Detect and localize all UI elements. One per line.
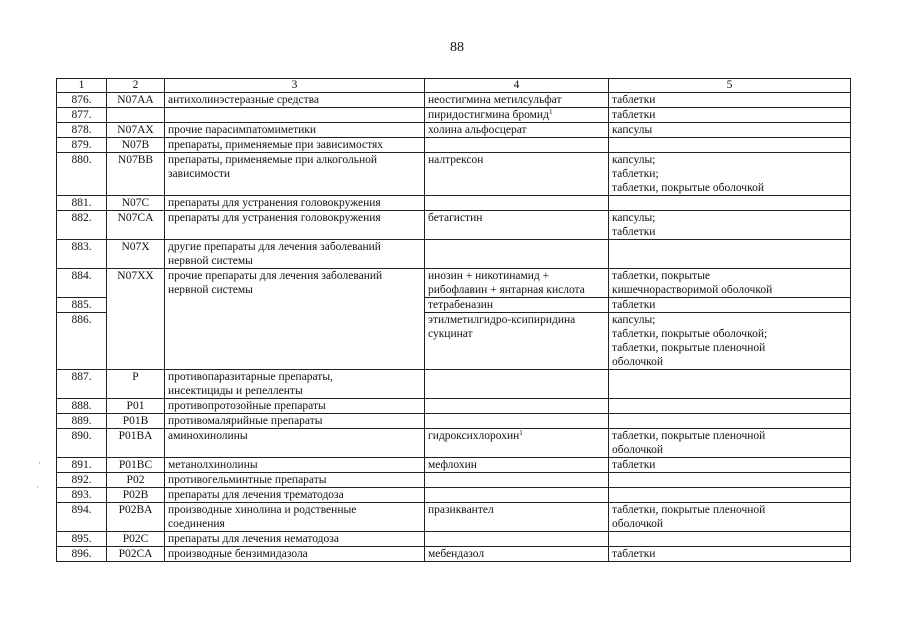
dosage-form-cell [609, 298, 851, 313]
cell-line [428, 283, 605, 297]
dosage-form-cell [609, 313, 851, 370]
cell-line [168, 517, 421, 531]
cell-text: нервной системы [168, 255, 253, 267]
dosage-form-cell [609, 414, 851, 429]
drug-name-cell [425, 458, 609, 473]
cell-line [612, 283, 847, 297]
drug-name-cell [425, 547, 609, 562]
cell-line [612, 327, 847, 341]
drug-name-cell [425, 269, 609, 298]
cell-line [612, 517, 847, 531]
cell-text: инсектициды и репелленты [168, 385, 303, 397]
cell-line [168, 547, 421, 561]
table-row [57, 429, 851, 458]
cell-line [612, 211, 847, 225]
table-row [57, 153, 851, 196]
drug-name-cell [425, 93, 609, 108]
group-name-cell [165, 532, 425, 547]
column-header: 4 [425, 79, 609, 93]
drug-name-cell [425, 298, 609, 313]
group-name-cell [165, 503, 425, 532]
cell-line [612, 547, 847, 561]
cell-text: таблетки, покрытые оболочкой; [612, 328, 768, 340]
cell-line [168, 269, 421, 283]
table-row [57, 196, 851, 211]
cell-line [612, 458, 847, 472]
table-row [57, 532, 851, 547]
cell-text: рибофлавин + янтарная кислота [428, 284, 585, 296]
drug-name-cell [425, 138, 609, 153]
group-name-cell [165, 108, 425, 123]
cell-text: производные бензимидазола [168, 548, 308, 560]
dosage-form-cell [609, 108, 851, 123]
cell-line [428, 327, 605, 341]
cell-text: противопаразитарные препараты, [168, 371, 333, 383]
cell-line [168, 429, 421, 443]
cell-text: пиридостигмина бромид [428, 109, 549, 121]
atc-code-cell: N07AX [107, 123, 165, 138]
cell-text: таблетки, покрытые пленочной [612, 342, 766, 354]
cell-text: неостигмина метилсульфат [428, 94, 562, 106]
column-header: 3 [165, 79, 425, 93]
cell-text: бетагистин [428, 212, 483, 224]
dosage-form-cell [609, 458, 851, 473]
table-row [57, 488, 851, 503]
column-header: 2 [107, 79, 165, 93]
cell-text: противомалярийные препараты [168, 415, 323, 427]
page-number: 88 [450, 40, 464, 55]
cell-line [612, 443, 847, 457]
cell-line [612, 341, 847, 355]
cell-text: антихолинэстеразные средства [168, 94, 319, 106]
cell-text: таблетки, покрытые пленочной [612, 504, 766, 516]
row-number-cell: 895. [57, 532, 107, 547]
cell-line [428, 93, 605, 107]
group-name-cell [165, 547, 425, 562]
drug-name-cell [425, 503, 609, 532]
table-row [57, 108, 851, 123]
cell-line [168, 196, 421, 210]
dosage-form-cell [609, 196, 851, 211]
atc-code-cell: N07BB [107, 153, 165, 196]
cell-line [428, 153, 605, 167]
row-number-cell: 877. [57, 108, 107, 123]
cell-line [168, 153, 421, 167]
cell-text: таблетки; [612, 168, 659, 180]
group-name-cell [165, 240, 425, 269]
cell-text: оболочкой [612, 518, 664, 530]
table-row [57, 93, 851, 108]
cell-text: таблетки [612, 459, 656, 471]
dosage-form-cell [609, 153, 851, 196]
cell-text: гидроксихлорохин [428, 430, 520, 442]
cell-line [168, 254, 421, 268]
cell-line [428, 503, 605, 517]
cell-text: метанолхинолины [168, 459, 258, 471]
row-number-cell: 880. [57, 153, 107, 196]
table-row [57, 370, 851, 399]
cell-line [428, 458, 605, 472]
group-name-cell [165, 414, 425, 429]
cell-line [168, 414, 421, 428]
drug-name-cell [425, 473, 609, 488]
table-row [57, 503, 851, 532]
cell-line [428, 429, 605, 443]
drug-name-cell [425, 488, 609, 503]
drug-name-cell [425, 532, 609, 547]
cell-line [428, 123, 605, 137]
row-number-cell: 893. [57, 488, 107, 503]
group-name-cell [165, 473, 425, 488]
dosage-form-cell [609, 547, 851, 562]
cell-text: капсулы; [612, 314, 656, 326]
cell-text: таблетки [612, 109, 656, 121]
table-row [57, 123, 851, 138]
row-number-cell: 885. [57, 298, 107, 313]
drug-name-cell [425, 153, 609, 196]
group-name-cell [165, 123, 425, 138]
dosage-form-cell [609, 138, 851, 153]
group-name-cell [165, 269, 425, 370]
row-number-cell: 887. [57, 370, 107, 399]
atc-code-cell: P [107, 370, 165, 399]
row-number-cell: 894. [57, 503, 107, 532]
cell-line [612, 181, 847, 195]
table-row [57, 414, 851, 429]
footnote-mark: 1 [519, 429, 523, 437]
cell-text: оболочкой [612, 444, 664, 456]
atc-code-cell: P02C [107, 532, 165, 547]
cell-line [168, 503, 421, 517]
atc-code-cell: P01BA [107, 429, 165, 458]
cell-line [612, 123, 847, 137]
cell-line [612, 93, 847, 107]
cell-text: таблетки, покрытые оболочкой [612, 182, 764, 194]
group-name-cell [165, 153, 425, 196]
dosage-form-cell [609, 399, 851, 414]
cell-text: препараты, применяемые при зависимостях [168, 139, 384, 151]
group-name-cell [165, 93, 425, 108]
cell-text: препараты для устранения головокружения [168, 197, 381, 209]
row-number-cell: 888. [57, 399, 107, 414]
group-name-cell [165, 370, 425, 399]
cell-line [168, 240, 421, 254]
dosage-form-cell [609, 211, 851, 240]
cell-line [168, 532, 421, 546]
cell-text: налтрексон [428, 154, 484, 166]
cell-line [612, 167, 847, 181]
table-row [57, 547, 851, 562]
cell-line [612, 153, 847, 167]
cell-line [168, 167, 421, 181]
cell-line [168, 123, 421, 137]
cell-text: этилметилгидро-ксипиридина [428, 314, 576, 326]
group-name-cell [165, 138, 425, 153]
table-row [57, 138, 851, 153]
cell-text: соединения [168, 518, 225, 530]
drug-list-table [56, 78, 851, 562]
row-number-cell: 883. [57, 240, 107, 269]
group-name-cell [165, 458, 425, 473]
atc-code-cell: N07X [107, 240, 165, 269]
cell-text: кишечнорастворимой оболочкой [612, 284, 773, 296]
group-name-cell [165, 429, 425, 458]
cell-text: капсулы [612, 124, 653, 136]
cell-text: препараты для лечения трематодоза [168, 489, 344, 501]
row-number-cell: 876. [57, 93, 107, 108]
row-number-cell: 890. [57, 429, 107, 458]
cell-line [612, 503, 847, 517]
dosage-form-cell [609, 370, 851, 399]
atc-code-cell: N07CA [107, 211, 165, 240]
cell-text: мефлохин [428, 459, 477, 471]
atc-code-cell: P01 [107, 399, 165, 414]
group-name-cell [165, 488, 425, 503]
table-body [57, 93, 851, 562]
atc-code-cell: N07B [107, 138, 165, 153]
drug-name-cell [425, 123, 609, 138]
cell-line [168, 370, 421, 384]
atc-code-cell: P02BA [107, 503, 165, 532]
table-row [57, 269, 851, 298]
cell-line [168, 458, 421, 472]
cell-line [428, 547, 605, 561]
row-number-cell: 881. [57, 196, 107, 211]
dosage-form-cell [609, 429, 851, 458]
cell-line [612, 313, 847, 327]
cell-text: сукцинат [428, 328, 473, 340]
cell-line [612, 298, 847, 312]
cell-line [428, 313, 605, 327]
cell-text: прочие препараты для лечения заболеваний [168, 270, 383, 282]
row-number-cell: 886. [57, 313, 107, 370]
cell-text: прочие парасимпатомиметики [168, 124, 317, 136]
row-number-cell: 889. [57, 414, 107, 429]
dosage-form-cell [609, 269, 851, 298]
cell-line [168, 473, 421, 487]
column-header: 1 [57, 79, 107, 93]
table-row [57, 473, 851, 488]
cell-text: таблетки [612, 226, 656, 238]
cell-text: инозин + никотинамид + [428, 270, 550, 282]
cell-text: противопротозойные препараты [168, 400, 326, 412]
group-name-cell [165, 196, 425, 211]
drug-name-cell [425, 196, 609, 211]
footnote-mark: 1 [548, 108, 553, 116]
cell-line [428, 108, 605, 122]
dosage-form-cell [609, 240, 851, 269]
cell-line [168, 93, 421, 107]
table-row [57, 458, 851, 473]
atc-code-cell [107, 108, 165, 123]
cell-text: капсулы; [612, 154, 656, 166]
cell-text: препараты для устранения головокружения [168, 212, 381, 224]
row-number-cell: 896. [57, 547, 107, 562]
atc-code-cell: P01B [107, 414, 165, 429]
atc-code-cell: P01BC [107, 458, 165, 473]
row-number-cell: 878. [57, 123, 107, 138]
cell-text: производные хинолина и родственные [168, 504, 357, 516]
cell-line [168, 399, 421, 413]
drug-name-cell [425, 414, 609, 429]
atc-code-cell: N07AA [107, 93, 165, 108]
cell-text: нервной системы [168, 284, 253, 296]
cell-text: другие препараты для лечения заболеваний [168, 241, 381, 253]
row-number-cell: 879. [57, 138, 107, 153]
cell-text: противогельминтные препараты [168, 474, 327, 486]
cell-text: зависимости [168, 168, 231, 180]
cell-line [612, 269, 847, 283]
cell-line [168, 384, 421, 398]
atc-code-cell: N07C [107, 196, 165, 211]
atc-code-cell: P02CA [107, 547, 165, 562]
cell-text: таблетки [612, 299, 656, 311]
cell-text: препараты для лечения нематодоза [168, 533, 339, 545]
atc-code-cell: P02 [107, 473, 165, 488]
cell-text: аминохинолины [168, 430, 248, 442]
cell-line [168, 211, 421, 225]
cell-text: таблетки, покрытые пленочной [612, 430, 766, 442]
row-number-cell: 891. [57, 458, 107, 473]
dosage-form-cell [609, 532, 851, 547]
cell-text: празиквантел [428, 504, 494, 516]
cell-line [168, 138, 421, 152]
dosage-form-cell [609, 503, 851, 532]
dosage-form-cell [609, 93, 851, 108]
table-row [57, 240, 851, 269]
cell-text: тетрабеназин [428, 299, 494, 311]
cell-text: оболочкой [612, 356, 664, 368]
cell-text: мебендазол [428, 548, 485, 560]
cell-text: капсулы; [612, 212, 656, 224]
column-header: 5 [609, 79, 851, 93]
drug-name-cell [425, 399, 609, 414]
cell-line [612, 225, 847, 239]
cell-text: таблетки [612, 94, 656, 106]
table-row [57, 399, 851, 414]
cell-text: таблетки, покрытые [612, 270, 711, 282]
cell-line [168, 488, 421, 502]
group-name-cell [165, 211, 425, 240]
drug-name-cell [425, 313, 609, 370]
cell-line [612, 108, 847, 122]
dosage-form-cell [609, 473, 851, 488]
row-number-cell: 882. [57, 211, 107, 240]
cell-line [612, 429, 847, 443]
dosage-form-cell [609, 488, 851, 503]
drug-name-cell [425, 429, 609, 458]
drug-name-cell [425, 108, 609, 123]
table-row [57, 211, 851, 240]
row-number-cell: 884. [57, 269, 107, 298]
drug-name-cell [425, 240, 609, 269]
scan-speck: · [38, 458, 41, 468]
cell-line [612, 355, 847, 369]
scan-speck: · [36, 482, 39, 492]
cell-line [428, 269, 605, 283]
row-number-cell: 892. [57, 473, 107, 488]
cell-text: препараты, применяемые при алкогольной [168, 154, 377, 166]
atc-code-cell: P02B [107, 488, 165, 503]
drug-name-cell [425, 370, 609, 399]
cell-line [428, 298, 605, 312]
group-name-cell [165, 399, 425, 414]
atc-code-cell: N07XX [107, 269, 165, 370]
cell-text: таблетки [612, 548, 656, 560]
drug-name-cell [425, 211, 609, 240]
dosage-form-cell [609, 123, 851, 138]
cell-line [168, 283, 421, 297]
table-header-row [57, 79, 851, 93]
cell-text: холина альфосцерат [428, 124, 527, 136]
cell-line [428, 211, 605, 225]
